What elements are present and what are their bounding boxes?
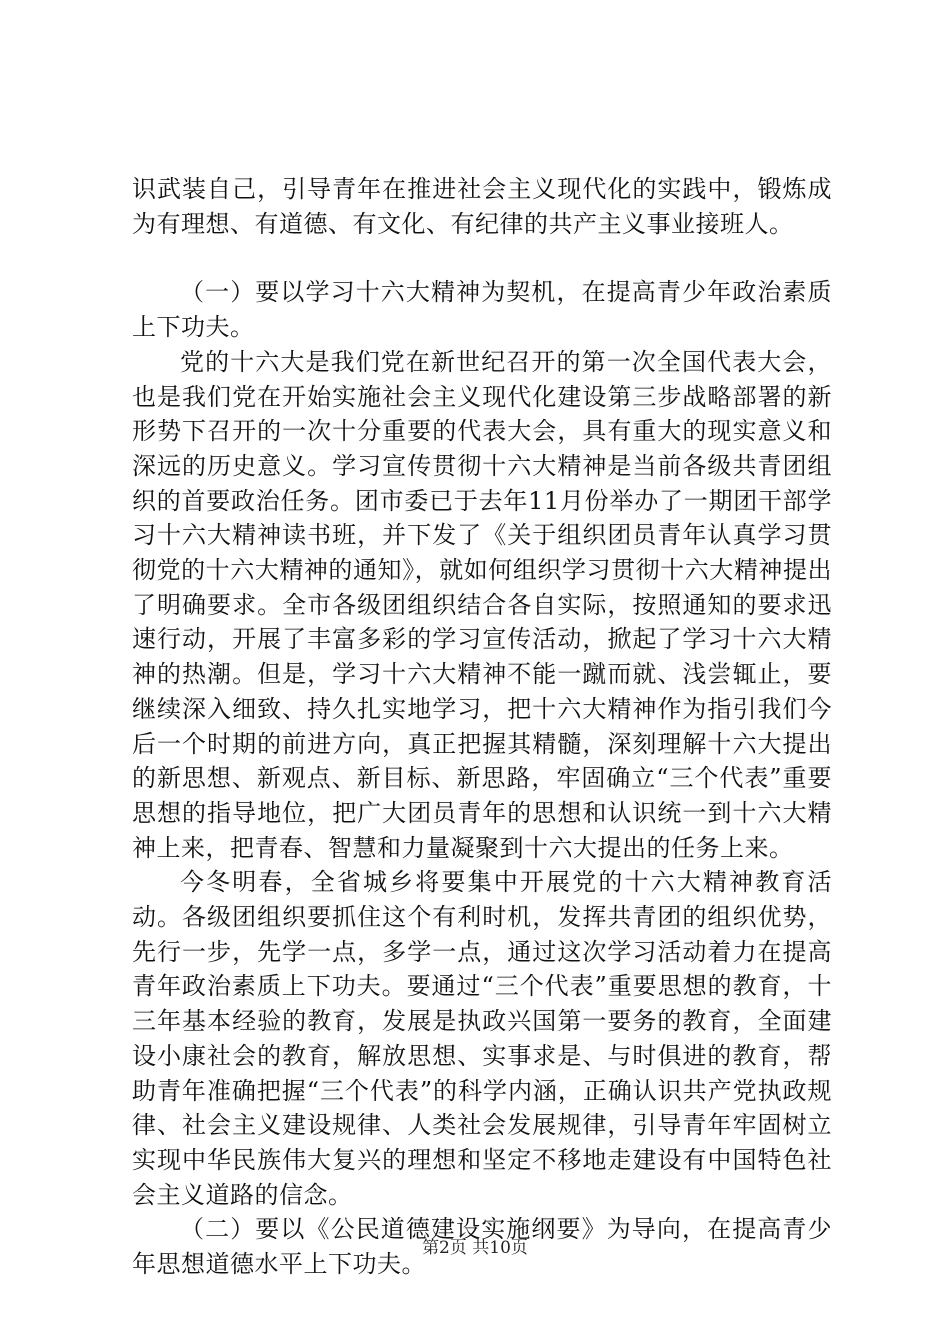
paragraph-continuation: 识武装自己，引导青年在推进社会主义现代化的实践中，锻炼成为有理想、有道德、有文化、有纪律的共产主义事业接班人。 — [132, 175, 832, 238]
paragraph-gap — [132, 241, 832, 275]
section-heading-1: （一）要以学习十六大精神为契机，在提高青少年政治素质上下功夫。 — [132, 278, 832, 342]
document-body — [132, 172, 832, 1282]
section-heading-2: （二）要以《公民道德建设实施纲要》为导向，在提高青少年思想道德水平上下功夫。 — [132, 1215, 832, 1279]
page-footer: 第2页 共10页 — [422, 1238, 528, 1258]
paragraph: 今冬明春，全省城乡将要集中开展党的十六大精神教育活动。各级团组织要抓住这个有利时机，发挥共青团的组织优势，先行一步，先学一点，多学一点，通过这次学习活动着力在提高青年政治素质上下功夫。要通过“三个代表”重要思想的教育，十三年基本经验的教育，发展是执政兴国第一要务的教育，全面建设小康社会的教育，解放思想、实事求是、与时俱进的教育，帮助青年准确把握“三个代表”的科学内涵，正确认识共产党执政规律、社会主义建设规律、人类社会发展规律，引导青年牢固树立实现中华民族伟大复兴的理想和坚定不移地走建设有中国特色社会主义道路的信念。 — [132, 868, 832, 1209]
paragraph: 党的十六大是我们党在新世纪召开的第一次全国代表大会，也是我们党在开始实施社会主义现代化建设第三步战略部署的新形势下召开的一次十分重要的代表大会，具有重大的现实意义和深远的历史意义。学习宣传贯彻十六大精神是当前各级共青团组织的首要政治任务。团市委已于去年11月份举办了一期团干部学习十六大精神读书班，并下发了《关于组织团员青年认真学习贯彻党的十六大精神的通知》，就如何组织学习贯彻十六大精神提出了明确要求。全市各级团组织结合各自实际，按照通知的要求迅速行动，开展了丰富多彩的学习宣传活动，掀起了学习十六大精神的热潮。但是，学习十六大精神不能一蹴而就、浅尝辄止，要继续深入细致、持久扎实地学习，把十六大精神作为指引我们今后一个时期的前进方向，真正把握其精髓，深刻理解十六大提出的新思想、新观点、新目标、新思路，牢固确立“三个代表”重要思想的指导地位，把广大团员青年的思想和认识统一到十六大精神上来，把青春、智慧和力量凝聚到十六大提出的任务上来。 — [132, 347, 832, 862]
